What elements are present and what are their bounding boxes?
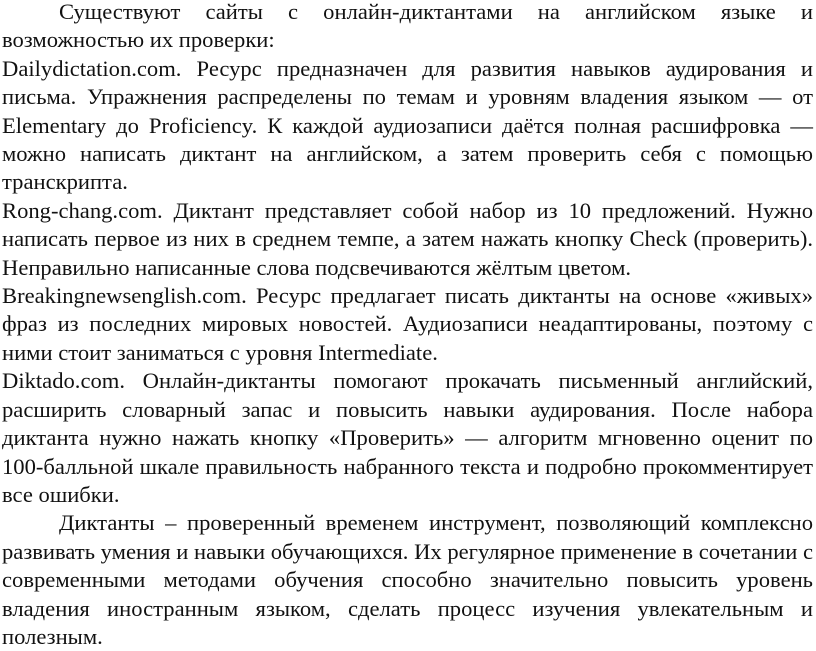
conclusion-paragraph: Диктанты – проверенный временем инструмент, позволяющий комплексно развивать умения и навыки обучающихся. Их регулярное применение в сочетании с современными методами обучения способно значительно повысить уровень владения иностранным языком, сделать процесс изучения увлекательным и полезным.	[2, 510, 813, 649]
dailydictation-paragraph: Dailydictation.com. Ресурс предназначен для развития навыков аудирования и письма. Упражнения распределены по темам и уровням владения языком — от Elementary до Proficiency. К каждой аудиозаписи даётся полная расшифровка — можно написать диктант на английском, а затем проверить себя с помощью транскрипта.	[2, 55, 813, 195]
intro-paragraph: Существуют сайты с онлайн-диктантами на английском языке и возможностью их проверки:	[2, 0, 813, 53]
diktado-paragraph: Diktado.com. Онлайн-диктанты помогают прокачать письменный английский, расширить словарный запас и повысить навыки аудирования. После набора диктанта нужно нажать кнопку «Проверить» — алгоритм мгновенно оценит по 100-балльной шкале правильность набранного текста и подробно прокомментирует все ошибки.	[2, 368, 813, 507]
breakingnewsenglish-paragraph: Breakingnewsenglish.com. Ресурс предлагает писать диктанты на основе «живых» фраз из последних мировых новостей. Аудиозаписи неадаптированы, поэтому с ними стоит заниматься с уровня Intermediate.	[2, 283, 813, 365]
rong-chang-paragraph: Rong-chang.com. Диктант представляет собой набор из 10 предложений. Нужно написать первое из них в среднем темпе, а затем нажать кнопку Check (проверить). Неправильно написанные слова подсвечиваются жёлтым цветом.	[2, 197, 813, 280]
